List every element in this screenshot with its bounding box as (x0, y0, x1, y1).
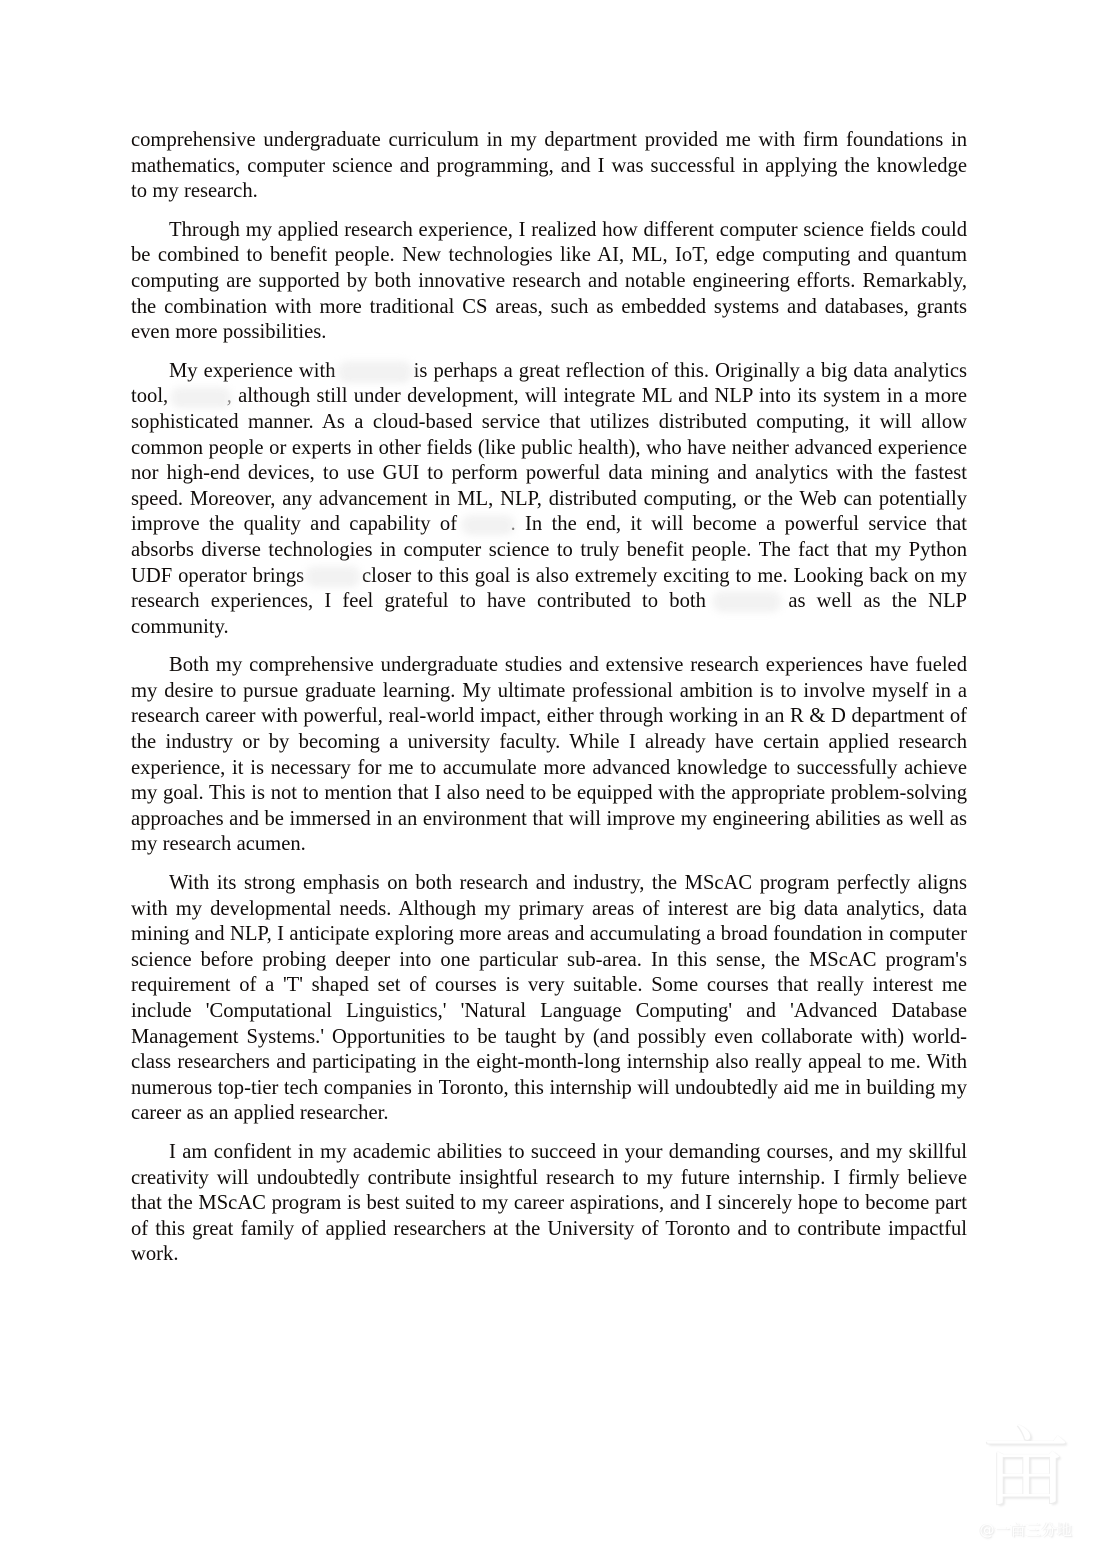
paragraph-5 (131, 871, 967, 1127)
watermark-glyph-icon: 亩 (983, 1418, 1069, 1518)
redaction-5 (719, 595, 775, 609)
body-text-column (131, 128, 967, 1268)
paragraph-5-text: With its strong emphasis on both research and industry, the MScAC program perfectly aligns with my developmental needs. Although my primary areas of interest are big data analytics, data mining and NLP, I anticipate exploring more areas and accumulating a broad foundation in computer science before probing deeper into one particular sub-area. In this sense, the MScAC program's requirement of a 'T' shaped set of courses is very suitable. Some courses that really interest me include 'Computational Linguistics,' 'Natural Language Computing' and 'Advanced Database Management Systems.' Opportunities to be taught by (and possibly even collaborate with) world-class researchers and participating in the eight-month-long internship also really appeal to me. With numerous top-tier tech companies in Toronto, this internship will undoubtedly aid me in building my career as an applied researcher. (131, 872, 967, 1125)
paragraph-1-text: comprehensive undergraduate curriculum in my department provided me with firm foundations in mathematics, computer science and programming, and I was successful in applying the knowledge to my research. (131, 129, 967, 203)
watermark-label: @一亩三分地 (979, 1521, 1073, 1539)
paragraph-3-text-part-4: . In the end, it will become a powerful service that absorbs diverse technologies in computer science to truly benefit people. The fact that my Python UDF operator brings (131, 513, 967, 587)
paragraph-3 (131, 359, 967, 641)
paragraph-4 (131, 653, 967, 858)
paragraph-3-text-part-1: My experience with (169, 359, 342, 382)
paragraph-2-text: Through my applied research experience, I realized how different computer science fields could be combined to benefit people. New technologies like AI, ML, IoT, edge computing and quantum computing are supported by both innovative research and notable engineering efforts. Remarkably, the combination with more traditional CS areas, such as embedded systems and databases, grants even more possibilities. (131, 218, 967, 344)
paragraph-3-text-part-6: as well as the NLP community. (131, 590, 967, 638)
paragraph-6 (131, 1140, 967, 1268)
redaction-3 (468, 519, 508, 532)
watermark (962, 1420, 1090, 1546)
paragraph-4-text: Both my comprehensive undergraduate studies and extensive research experiences have fueled my desire to pursue graduate learning. My ultimate professional ambition is to involve myself in a research career with powerful, real-world impact, either through working in an R & D department of the industry or by becoming a university faculty. While I already have certain applied research experience, it is necessary for me to accumulate more advanced knowledge to successfully achieve my goal. This is not to mention that I also need to be equipped with the appropriate problem-solving approaches and be immersed in an environment that will improve my engineering abilities as well as my research acumen. (131, 654, 967, 856)
redaction-4 (312, 570, 354, 584)
paragraph-1 (131, 128, 967, 205)
paragraph-6-text: I am confident in my academic abilities to succeed in your demanding courses, and my skillful creativity will undoubtedly contribute insightful research to my future internship. I firmly believe that the MScAC program is best suited to my career aspirations, and I sincerely hope to become part of this great family of applied researchers at the University of Toronto and to contribute impactful work. (131, 1140, 967, 1266)
redaction-2 (177, 391, 225, 405)
redaction-1 (344, 365, 406, 380)
paragraph-3-text-part-2: is perhaps a great reflection of this. Originally a big data analytics tool, (131, 359, 967, 408)
paragraph-3-text-part-3: , although still under development, will integrate ML and NLP into its system in a more sophisticated manner. As a cloud-based service that utilizes distributed computing, it will allow common people or experts in other fields (like public health), who have neither advanced experience nor high-end devices, to use GUI to perform powerful data mining and analytics with the fastest speed. Moreover, any advancement in ML, NLP, distributed computing, or the Web can potentially improve the quality and capability of (131, 385, 967, 536)
paragraph-2 (131, 218, 967, 346)
paragraph-3-text-part-5: closer to this goal is also extremely exciting to me. Looking back on my research experiences, I feel grateful to have contributed to both (131, 564, 967, 613)
